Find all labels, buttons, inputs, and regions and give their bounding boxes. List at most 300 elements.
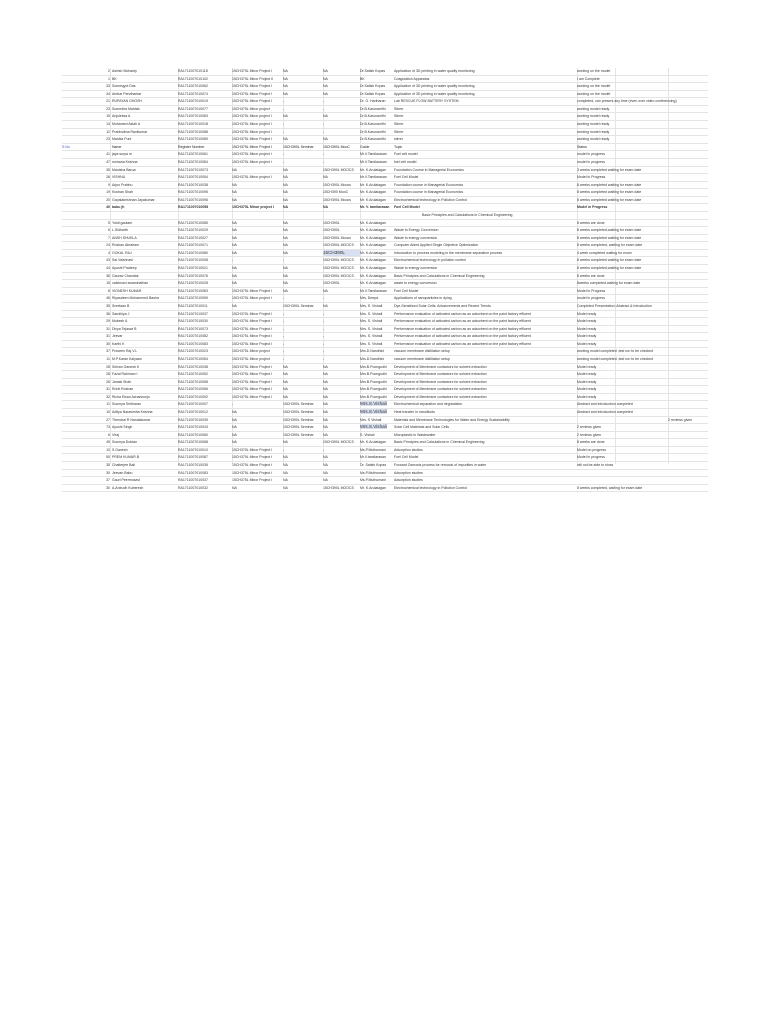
name-cell: Yukti gautam <box>112 220 133 225</box>
name-cell: Soumya Sridharan <box>112 402 141 407</box>
name-cell: PREM KUMAR.B <box>112 455 140 460</box>
minor-project-cell: NA <box>232 440 237 445</box>
table-row <box>62 250 708 258</box>
status-cell: model in progress <box>577 152 605 157</box>
register-cell: RA1711007010058 <box>178 379 208 384</box>
minor-project-cell: 15CH375L Minor Project I <box>232 463 273 468</box>
mooc-cell: 15CH390L <box>323 220 340 225</box>
extra-cell <box>668 204 708 211</box>
minor-project-cell: 15CH375L Minor Project I <box>232 455 273 460</box>
guide-cell: Mrs.B.Poongudhi <box>360 387 387 392</box>
name-cell: babu jh <box>112 205 125 210</box>
name-cell: Anjuleksa A <box>112 114 131 119</box>
status-cell: Abstract and introduction completed <box>577 410 633 415</box>
topic-cell: Application of 3D printing in water quality monitoring <box>394 69 475 73</box>
status-cell: 8weeks completed,waiting for exam date <box>577 281 641 286</box>
minor-project-cell: 15CH375L Minor Project I <box>232 364 273 369</box>
serial-cell <box>62 470 92 477</box>
register-cell <box>178 212 231 219</box>
mooc-cell: NA <box>323 303 328 308</box>
register-cell: RA1711007010021 <box>178 266 208 271</box>
number-cell: 46 <box>106 296 110 301</box>
name-cell: Mukesh A <box>112 319 128 324</box>
register-cell: RA1711007010085 <box>178 220 208 225</box>
guide-cell: Dr.B.Karunanithi <box>360 129 386 134</box>
topic-cell: Fuel Cell Model <box>394 205 420 210</box>
guide-cell: Mr. K.Arulalagan <box>360 250 386 255</box>
topic-cell: Fuel Cell Model <box>394 288 419 293</box>
serial-cell <box>62 257 92 264</box>
extra-cell <box>668 326 708 333</box>
number-cell <box>92 212 110 219</box>
table-row <box>62 98 708 106</box>
status-cell: Abstract and introduction completed <box>577 402 633 407</box>
mooc-cell: 15CH390L MOOCS <box>323 440 354 445</box>
table-row <box>62 113 708 121</box>
serial-cell: S.No <box>62 144 70 149</box>
number-cell: 44 <box>106 266 110 271</box>
register-cell: RA1711007010060 <box>178 432 208 437</box>
mooc-cell: - <box>323 311 325 316</box>
extra-cell <box>668 311 708 318</box>
extra-cell <box>668 136 708 143</box>
name-cell: Manika Puni <box>112 137 132 142</box>
name-cell: Sai Vaishnavi <box>112 258 133 263</box>
seminar-cell: NA <box>283 84 288 89</box>
register-cell: RA1711007010095 <box>178 190 208 195</box>
number-cell: 5 <box>108 220 110 225</box>
number-cell: 14 <box>106 122 110 127</box>
topic-cell: Computer Aided Applied Single Objective Optimization <box>394 243 479 248</box>
register-cell: RA1711007010011 <box>178 303 208 308</box>
table-row <box>62 432 708 440</box>
serial-cell <box>62 364 92 371</box>
status-cell: Model ready <box>577 379 597 384</box>
topic-cell: Development of Membrane contactors for solvent extraction <box>394 379 487 384</box>
seminar-cell: NA <box>283 387 288 392</box>
topic-cell: Foundation Course in Managerial Economics <box>394 167 464 172</box>
name-cell: Mohamed Aslah A <box>112 122 141 127</box>
extra-cell <box>668 454 708 461</box>
number-cell: 26 <box>106 379 110 384</box>
seminar-cell: - <box>283 122 285 127</box>
name-cell: Viraj <box>112 432 119 437</box>
name-cell: Karthi K <box>112 341 125 346</box>
number-cell: 29 <box>106 319 110 324</box>
name-cell: vaishnavi swaminathan <box>112 281 149 286</box>
seminar-cell: NA <box>283 440 288 445</box>
guide-cell: Mr. K.Arulalagan <box>360 273 386 278</box>
extra-cell <box>668 250 708 257</box>
minor-project-cell: 15CH375L Minor project I <box>232 129 272 134</box>
minor-project-cell: NA <box>232 182 237 187</box>
table-row <box>62 401 708 409</box>
number-cell: 36 <box>106 273 110 278</box>
topic-cell: Fuel cell model <box>394 152 418 157</box>
spreadsheet-grid <box>62 68 708 492</box>
serial-cell <box>62 68 92 75</box>
register-cell: RA1711007010027 <box>178 235 208 240</box>
mooc-cell: - <box>323 349 325 354</box>
table-row <box>62 447 708 455</box>
extra-cell <box>668 83 708 90</box>
table-row <box>62 311 708 319</box>
guide-cell: Mr.V.Tamilarasan <box>360 175 387 180</box>
topic-cell: Fuel Cell Model <box>394 175 419 180</box>
number-cell: 7 <box>108 235 110 240</box>
mooc-cell: NA <box>323 69 328 73</box>
register-cell: RA1711007010058 <box>178 205 209 210</box>
status-cell: 3 weeks completed waiting for exam date <box>577 167 642 172</box>
highlighted-guide: Mrs.S.Vishali <box>360 401 387 407</box>
topic-cell: Stirrer <box>394 114 404 119</box>
serial-cell <box>62 204 92 211</box>
seminar-cell: - <box>283 447 285 452</box>
highlighted-guide: Mrs.S.Vishali <box>360 424 387 430</box>
guide-cell: Mrs.B.Poongudhi <box>360 394 387 399</box>
name-cell: Gaurav Chandak <box>112 273 139 278</box>
number-cell: 30 <box>106 485 110 490</box>
number-cell: 34 <box>106 91 110 96</box>
table-row <box>62 189 708 197</box>
table-row <box>62 341 708 349</box>
seminar-cell: NA <box>283 114 288 119</box>
register-cell: RA1711007010118 <box>178 69 208 73</box>
topic-cell: Forward Osmosis process for removal of impurities in water <box>394 463 487 468</box>
minor-project-cell: 15CH375L Minor project I <box>232 152 272 157</box>
mooc-cell: 15CH390L Moocs <box>323 182 351 187</box>
seminar-cell: NA <box>283 379 288 384</box>
extra-cell <box>668 98 708 105</box>
name-cell: Ambar Pendharkar <box>112 91 142 96</box>
serial-cell <box>62 318 92 325</box>
name-cell: Riyasdeen Mohammed Basha <box>112 296 159 301</box>
seminar-cell: - <box>283 106 285 111</box>
register-cell: RA1711007010073 <box>178 326 208 331</box>
table-row <box>62 235 708 243</box>
serial-cell <box>62 424 92 431</box>
table-row <box>62 470 708 478</box>
table-row <box>62 462 708 470</box>
register-cell: RA1711007010068 <box>178 440 208 445</box>
mooc-cell: 15CH390L MOOCS <box>323 243 354 248</box>
serial-cell <box>62 76 92 83</box>
serial-cell <box>62 136 92 143</box>
extra-cell <box>668 318 708 325</box>
name-cell: Praveen Raj V.L <box>112 349 138 354</box>
minor-project-cell: 15CH375L Minor project <box>232 356 270 361</box>
table-row <box>62 151 708 159</box>
table-row <box>62 288 708 296</box>
name-cell: Janaki Shah <box>112 379 132 384</box>
name-cell: Ayushi Pradeep <box>112 266 137 271</box>
status-cell: 8 weeks completed waiting for exam date <box>577 197 642 202</box>
extra-cell <box>668 235 708 242</box>
guide-cell: Ms.P.Muthumani <box>360 470 386 475</box>
mooc-cell: NA <box>323 470 328 475</box>
mooc-cell: NA <box>323 394 328 399</box>
status-cell: 8 weeks completed waiting for exam date <box>577 258 642 263</box>
register-cell: RA1711007010077 <box>178 106 208 111</box>
status-cell: working model completed ,test run to be checked <box>577 356 654 361</box>
minor-project-cell: NA <box>232 243 237 248</box>
serial-cell <box>62 333 92 340</box>
register-cell: RA1711007010029 <box>178 228 208 233</box>
register-cell: RA1711007010054 <box>178 356 208 361</box>
mooc-cell: NA <box>323 84 328 89</box>
name-cell: mohana Krishna <box>112 159 138 164</box>
extra-cell <box>668 470 708 477</box>
register-cell: RA1711007010037 <box>178 311 208 316</box>
serial-cell <box>62 394 92 401</box>
status-cell: 8 weeks completed waiting for exam date <box>577 235 642 240</box>
serial-cell <box>62 447 92 454</box>
mooc-cell: - <box>323 122 325 127</box>
mooc-cell: NA <box>323 455 328 460</box>
extra-cell <box>668 295 708 302</box>
topic-cell: introduction to process modeling in the membrane separation process <box>394 250 503 255</box>
table-row <box>62 265 708 273</box>
topic-cell: Solar Cell Materials and Solar Cells <box>394 425 450 430</box>
serial-cell <box>62 91 92 98</box>
topic-cell: Applications of nanoparticles in dying <box>394 296 452 301</box>
guide-cell: Mr. V. tamilarasan <box>360 205 390 210</box>
number-cell: 45 <box>106 440 110 445</box>
extra-cell <box>668 379 708 386</box>
seminar-cell: NA <box>283 91 288 96</box>
minor-project-cell: 15CH375L Minor project I <box>232 205 274 210</box>
status-cell: 8 weeks completed, waiting for exam date <box>577 485 643 490</box>
name-cell: Richa Elsan Achankunju <box>112 394 150 399</box>
number-cell: 35 <box>106 303 110 308</box>
seminar-cell: NA <box>283 175 288 180</box>
number-cell: 35 <box>106 463 110 468</box>
serial-cell <box>62 235 92 242</box>
topic-cell: Stirrer <box>394 106 404 111</box>
table-row <box>62 356 708 364</box>
status-cell: will not be able to show <box>577 463 614 468</box>
minor-project-cell: NA <box>232 417 237 422</box>
mooc-cell: 15CH390L MOOCS <box>323 167 354 172</box>
register-cell: RA1711007010010 <box>178 447 208 452</box>
seminar-cell: NA <box>283 470 288 475</box>
minor-project-cell: 15CH375L Minor project I <box>232 114 272 119</box>
status-cell: working model ready <box>577 122 610 127</box>
topic-cell: Basic Principles and Calculations in Chemical Engineering <box>394 440 485 445</box>
extra-cell <box>668 477 708 484</box>
minor-project-cell: NA <box>232 190 237 195</box>
table-row <box>62 409 708 417</box>
name-cell: Gauri Peermosavi <box>112 478 141 483</box>
table-row <box>62 417 708 425</box>
mooc-cell: NA <box>323 379 328 384</box>
minor-project-cell: 15CH375L Minor Project I <box>232 470 273 475</box>
seminar-cell: NA <box>283 197 288 202</box>
serial-cell <box>62 326 92 333</box>
serial-cell <box>62 121 92 128</box>
register-cell: RA1711007010092 <box>178 394 208 399</box>
guide-cell: Mrs. S. Vishali <box>360 311 383 316</box>
register-cell: RA1711007010073 <box>178 167 208 172</box>
minor-project-cell: 15CH375L Minor project <box>232 349 270 354</box>
register-cell: RA1711007010023 <box>178 349 208 354</box>
seminar-cell: NA <box>283 273 288 278</box>
status-cell: Model in Progress <box>577 175 606 180</box>
mooc-cell: - <box>323 152 325 157</box>
guide-cell: Mrs.D.Nandhini <box>360 356 385 361</box>
status-cell: working model ready <box>577 137 610 142</box>
extra-cell <box>668 68 708 75</box>
register-cell: RA1711007010088 <box>178 129 208 134</box>
status-cell: completed, can present any time (even over video conferencing) <box>577 99 677 104</box>
register-cell: RA1711007010054 <box>178 175 208 180</box>
guide-cell: Mrs.D.Nandhini <box>360 349 385 354</box>
seminar-cell: 15CH390L Seminar <box>283 425 314 430</box>
minor-project-cell: NA <box>232 235 237 240</box>
status-cell: 4 week completed waiting for exam <box>577 250 632 255</box>
guide-cell: Dr. Satish Kopas <box>360 463 387 468</box>
number-cell: 6 <box>108 228 110 233</box>
number-cell: 8 <box>108 288 110 293</box>
number-cell: 40 <box>106 205 110 210</box>
topic-cell: Application of 3D printing in water quality monitoring <box>394 84 475 89</box>
guide-cell: Dr.Satish Kopas <box>360 84 386 89</box>
seminar-cell: - <box>283 258 285 263</box>
register-cell: RA1711007010028 <box>178 281 208 286</box>
name-cell: A.Anirudh Kuberesh <box>112 485 144 490</box>
status-cell: Model ready <box>577 394 597 399</box>
seminar-cell: NA <box>283 205 289 210</box>
extra-cell <box>668 424 708 431</box>
topic-cell: Foundation course in Managerial Economics <box>394 182 464 187</box>
register-cell: RA1711007010043 <box>178 425 208 430</box>
topic-cell: Basic Principles and Calculations in Chemical Engineering <box>422 212 513 217</box>
register-cell: RA1711007010083 <box>178 470 208 475</box>
minor-project-cell: - <box>232 258 234 263</box>
guide-cell: Ms.P.Muthumani <box>360 478 386 483</box>
guide-cell: Guide <box>360 144 370 149</box>
register-cell: RA1711007010074 <box>178 91 208 96</box>
minor-project-cell: 15CH375L Minor Project I <box>232 447 273 452</box>
number-cell: 26 <box>106 175 110 180</box>
guide-cell: Mrs. S. Vishali <box>360 303 383 308</box>
table-row <box>62 227 708 235</box>
topic-cell: Development of Membrane contactors for solvent extraction <box>394 387 487 392</box>
mooc-cell: 15CH390L <box>323 228 340 233</box>
extra-cell <box>668 356 708 363</box>
minor-project-cell: NA <box>232 273 237 278</box>
guide-cell: Dr.B.Karunanithi <box>360 122 386 127</box>
table-row <box>62 295 708 303</box>
mooc-cell: NA <box>323 478 328 483</box>
number-cell: 23 <box>106 106 110 111</box>
register-cell: RA1711007010018 <box>178 122 208 127</box>
topic-cell: Microplastic in Wastewater <box>394 432 436 437</box>
extra-cell <box>668 121 708 128</box>
seminar-cell: NA <box>283 220 288 225</box>
status-cell: Model ready <box>577 364 597 369</box>
serial-cell <box>62 341 92 348</box>
serial-cell <box>62 265 92 272</box>
mooc-cell: - <box>323 341 325 346</box>
extra-cell <box>668 401 708 408</box>
extra-cell <box>668 371 708 378</box>
table-row <box>62 333 708 341</box>
name-cell: Selvan Ganesh K <box>112 364 140 369</box>
mooc-cell: 15CH390L Moocs <box>323 235 351 240</box>
mooc-cell: NA <box>323 402 328 407</box>
mooc-cell: - <box>323 319 325 324</box>
name-cell: Jeevan Babu <box>112 470 133 475</box>
status-cell: working on the model <box>577 69 611 73</box>
table-row <box>62 477 708 485</box>
register-cell: RA1711007010087 <box>178 455 208 460</box>
serial-cell <box>62 454 92 461</box>
minor-project-cell: NA <box>232 220 237 225</box>
guide-cell: Mr. K.Arulalagan <box>360 440 386 445</box>
topic-cell: Performance evaluation of activated carbon as an adsorbent on the paint factory effluent <box>394 341 531 346</box>
name-cell: Chatterjee Bali <box>112 463 135 468</box>
table-row <box>62 318 708 326</box>
name-cell: Kushan Shah <box>112 190 134 195</box>
minor-project-cell: 15CH375L Minor Project I <box>232 334 273 339</box>
name-cell: Rohit Roshan <box>112 387 134 392</box>
guide-cell: Mrs.B.Poongudhi <box>360 364 387 369</box>
seminar-cell: - <box>283 311 285 316</box>
extra-cell <box>668 227 708 234</box>
topic-cell: Waste to Energy Conversion <box>394 228 439 233</box>
table-row <box>62 485 708 493</box>
guide-cell: Mrs. S Vishali <box>360 417 382 422</box>
guide-cell: Mr. K.Arulalagan <box>360 235 386 240</box>
minor-project-cell: NA <box>232 303 237 308</box>
mooc-cell: NA <box>323 410 328 415</box>
seminar-cell: NA <box>283 137 288 142</box>
status-cell: Completed Presentation: Abstract & Introduction <box>577 303 652 308</box>
seminar-cell: NA <box>283 243 288 248</box>
seminar-cell: NA <box>283 182 288 187</box>
minor-project-cell: NA <box>232 197 237 202</box>
guide-cell: Mr. K.Arulalagan <box>360 243 386 248</box>
extra-cell <box>668 167 708 174</box>
table-row <box>62 197 708 205</box>
mooc-cell: NA <box>323 432 328 437</box>
status-cell: Model on progress <box>577 447 606 452</box>
extra-cell <box>668 212 708 219</box>
table-row <box>62 424 708 432</box>
table-row <box>62 348 708 356</box>
serial-cell <box>62 98 92 105</box>
table-row <box>62 242 708 250</box>
topic-cell <box>394 220 576 227</box>
topic-cell: Stirrer <box>394 122 404 127</box>
name-cell: Roshan Abraham <box>112 243 140 248</box>
name-cell: BK <box>112 76 117 81</box>
guide-cell: BK <box>360 76 365 81</box>
guide-cell: Mr. K.Arulalagan <box>360 190 386 195</box>
serial-cell <box>62 273 92 280</box>
register-cell: RA1711007010030 <box>178 319 208 324</box>
table-row <box>62 280 708 288</box>
status-cell: 2 reviews given <box>577 425 602 430</box>
name-cell: L.Sidharth <box>112 228 128 233</box>
guide-cell: Dr.B.Karunanithi <box>360 137 386 142</box>
name-cell: ANSH SHUKLA <box>112 235 137 240</box>
minor-project-cell: 15CH375L Minor Project I <box>232 137 273 142</box>
number-cell: 28 <box>106 372 110 377</box>
seminar-cell: NA <box>283 485 288 490</box>
number-cell: 10 <box>106 447 110 452</box>
